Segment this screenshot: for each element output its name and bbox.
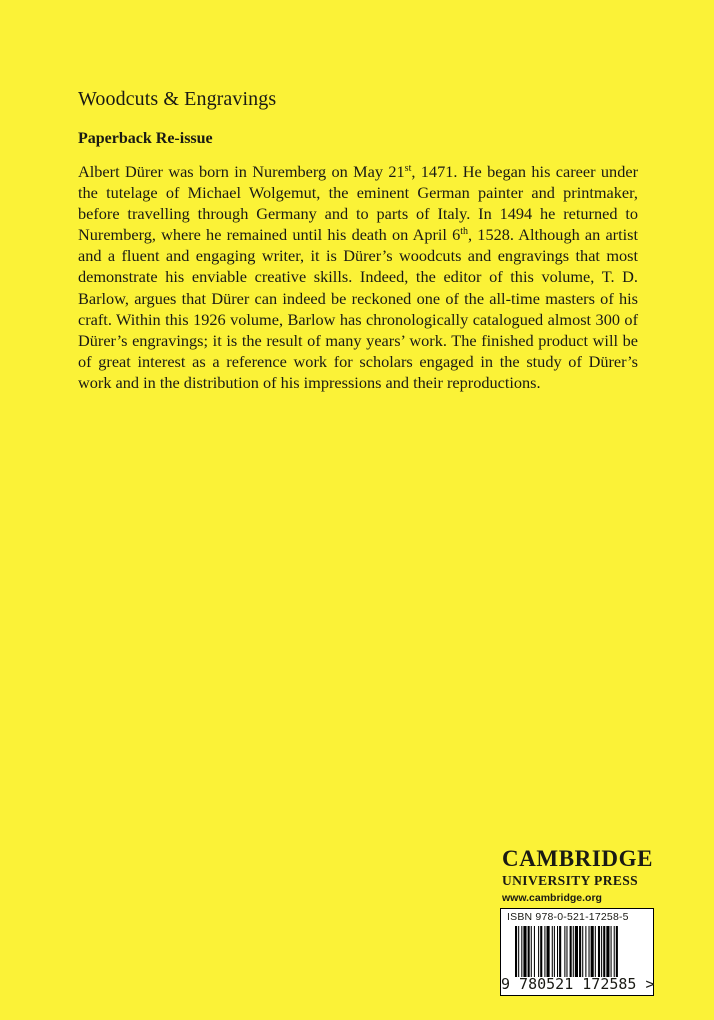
barcode-bar xyxy=(570,926,572,977)
barcode-bar xyxy=(616,926,618,977)
barcode-bar xyxy=(603,926,605,977)
barcode-bar xyxy=(606,926,609,977)
barcode-bar xyxy=(598,926,600,977)
isbn-barcode xyxy=(500,908,654,996)
barcode-bar xyxy=(573,926,574,977)
barcode-bar xyxy=(582,926,583,977)
barcode-bar xyxy=(557,926,558,977)
barcode-bar xyxy=(521,926,522,977)
blurb-part-2: , 1471. He began his career under the tutelage of Michael Wolgemut, the eminent German painter and printmaker, before travelling through Germany and to parts of Italy. In 1494 he returned to Nuremberg, where he remained until his death on April 6 xyxy=(78,162,638,245)
barcode-bar xyxy=(554,926,555,977)
barcode-bar xyxy=(523,926,526,977)
barcode-bar xyxy=(575,926,578,977)
barcode-bar xyxy=(515,926,517,977)
barcode-bar xyxy=(544,926,545,977)
barcode-bar xyxy=(585,926,586,977)
barcode-bar xyxy=(540,926,542,977)
blurb-superscript-1: st xyxy=(404,163,412,174)
barcode-digits: 9 780521 172585 > xyxy=(501,975,655,993)
barcode-bar xyxy=(518,926,519,977)
publisher-subname: UNIVERSITY PRESS xyxy=(502,873,639,888)
blurb-part-3: , 1528. Although an artist and a fluent and engaging writer, it is Dürer’s woodcuts and engravings that most demonstrate his enviable creative skills. Indeed, the editor of this volume, T. D. Barlow, argues that Dürer can indeed be reckoned one of the all-time masters of his craft. Within this 1926 volume, Barlow has chronologically catalogued almost 300 of Dürer’s engravings; it is the result of many years’ work. The finished product will be of great interest as a reference work for scholars engaged in the study of Dürer’s work and in the distribution of his impressions and their reproductions. xyxy=(78,225,639,392)
barcode-bar xyxy=(538,926,539,977)
publisher-url: www.cambridge.org xyxy=(502,892,602,904)
barcode-bar xyxy=(534,926,535,977)
publisher-name: CAMBRIDGE xyxy=(502,846,654,871)
barcode-bar xyxy=(559,926,561,977)
barcode-bar xyxy=(595,926,596,977)
barcode-bar xyxy=(552,926,553,977)
barcode-bar xyxy=(564,926,565,977)
isbn-label: ISBN 978-0-521-17258-5 xyxy=(507,911,629,923)
barcode-bar xyxy=(601,926,602,977)
barcode-bar xyxy=(589,926,590,977)
back-cover-blurb xyxy=(78,161,638,393)
publisher-logo xyxy=(502,847,662,905)
barcode-bar xyxy=(614,926,615,977)
blurb-superscript-2: th xyxy=(460,226,469,238)
barcode-bar xyxy=(566,926,567,977)
blurb-part-1: Albert Dürer was born in Nuremberg on May 21 xyxy=(78,162,405,181)
barcode-bar xyxy=(547,926,550,977)
book-subtitle: Paperback Re-issue xyxy=(78,130,213,147)
barcode-bar xyxy=(591,926,594,977)
barcode-bar xyxy=(611,926,612,977)
barcode-bar xyxy=(531,926,532,977)
book-title: Woodcuts & Engravings xyxy=(78,88,277,110)
barcode-bars xyxy=(515,926,643,977)
barcode-bar xyxy=(528,926,530,977)
barcode-bar xyxy=(579,926,581,977)
